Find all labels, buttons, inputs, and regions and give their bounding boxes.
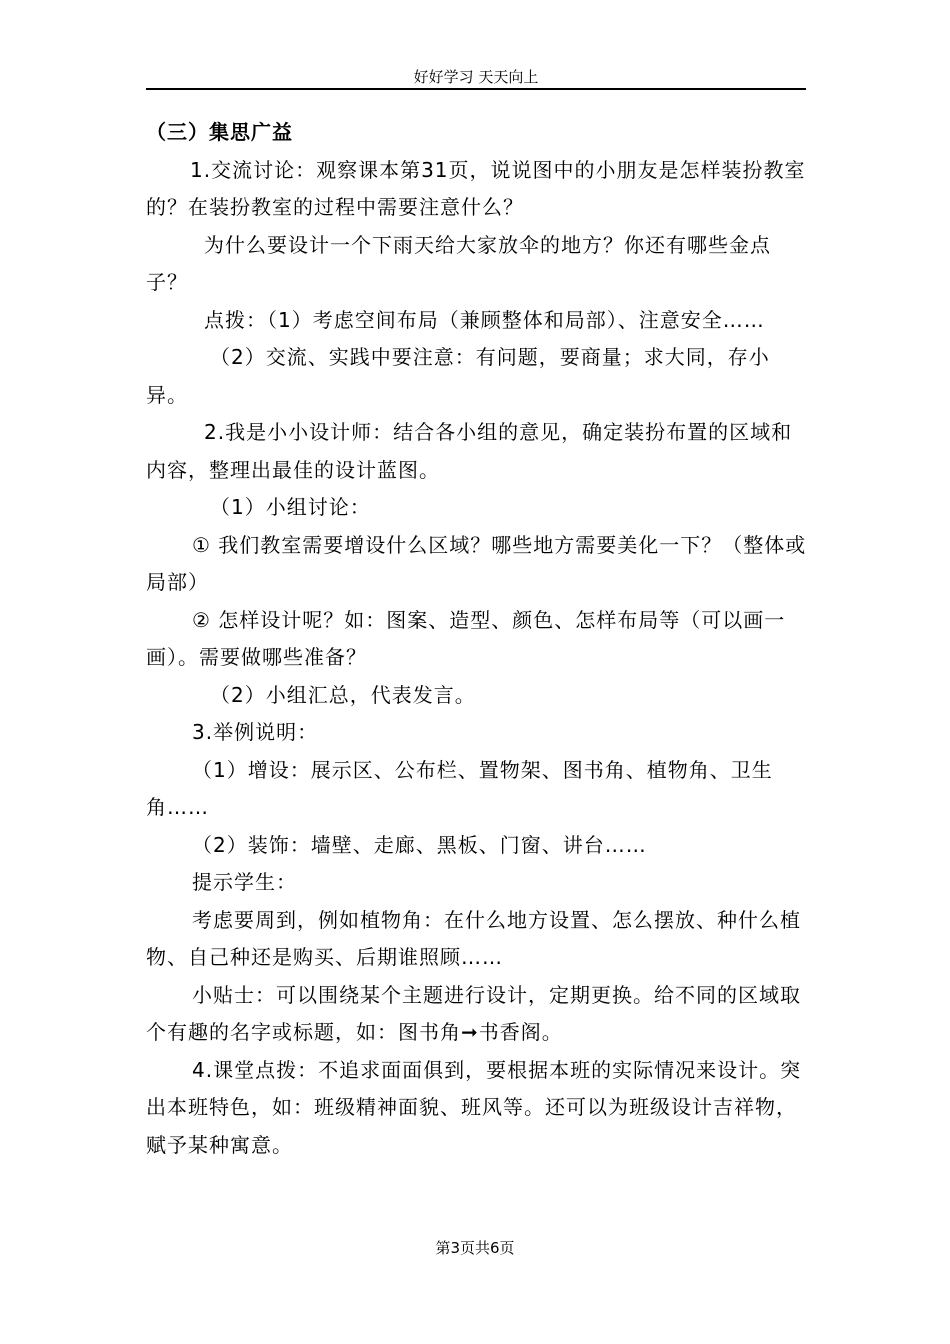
paragraph: （1）增设：展示区、公布栏、置物架、图书角、植物角、卫生角…… (146, 757, 773, 819)
document-body (146, 114, 810, 1164)
paragraph: （1）小组讨论： (210, 495, 371, 519)
paragraph: 考虑要周到，例如植物角：在什么地方设置、怎么摆放、种什么植物、自己种还是购买、后期谁照顾…… (146, 907, 801, 969)
paragraph: 1.交流讨论：观察课本第31页，说说图中的小朋友是怎样装扮教室的？在装扮教室的过程中需要注意什么？ (146, 157, 806, 219)
paragraph: 提示学生： (192, 870, 297, 894)
section-title: （三）集思广益 (146, 120, 293, 144)
paragraph: 为什么要设计一个下雨天给大家放伞的地方？你还有哪些金点子？ (146, 232, 771, 294)
header-rule (146, 88, 806, 90)
paragraph: 4.课堂点拨：不追求面面俱到，要根据本班的实际情况来设计。突出本班特色，如：班级精神面貌、班风等。还可以为班级设计吉祥物，赋予某种寓意。 (146, 1057, 802, 1157)
paragraph: （2）交流、实践中要注意：有问题，要商量；求大同，存小异。 (146, 345, 770, 407)
paragraph: 小贴士：可以围绕某个主题进行设计，定期更换。给不同的区域取个有趣的名字或标题，如：图书角➞书香阁。 (146, 982, 801, 1044)
paragraph: 2.我是小小设计师：结合各小组的意见，确定装扮布置的区域和内容，整理出最佳的设计蓝图。 (146, 420, 793, 482)
paragraph: ① 我们教室需要增设什么区域？哪些地方需要美化一下？（整体或局部） (146, 532, 807, 594)
paragraph: （2）小组汇总，代表发言。 (210, 682, 476, 707)
paragraph: 3.举例说明： (192, 720, 319, 744)
page-footer: 第3页共6页 (435, 1239, 515, 1257)
page-header: 好好学习 天天向上 (413, 68, 539, 86)
paragraph: 点拨：（1）考虑空间布局（兼顾整体和局部）、注意安全…… (204, 307, 765, 332)
paragraph: （2）装饰：墙壁、走廊、黑板、门窗、讲台…… (192, 832, 647, 857)
paragraph: ② 怎样设计呢？如：图案、造型、颜色、怎样布局等（可以画一画）。需要做哪些准备？ (146, 607, 786, 669)
